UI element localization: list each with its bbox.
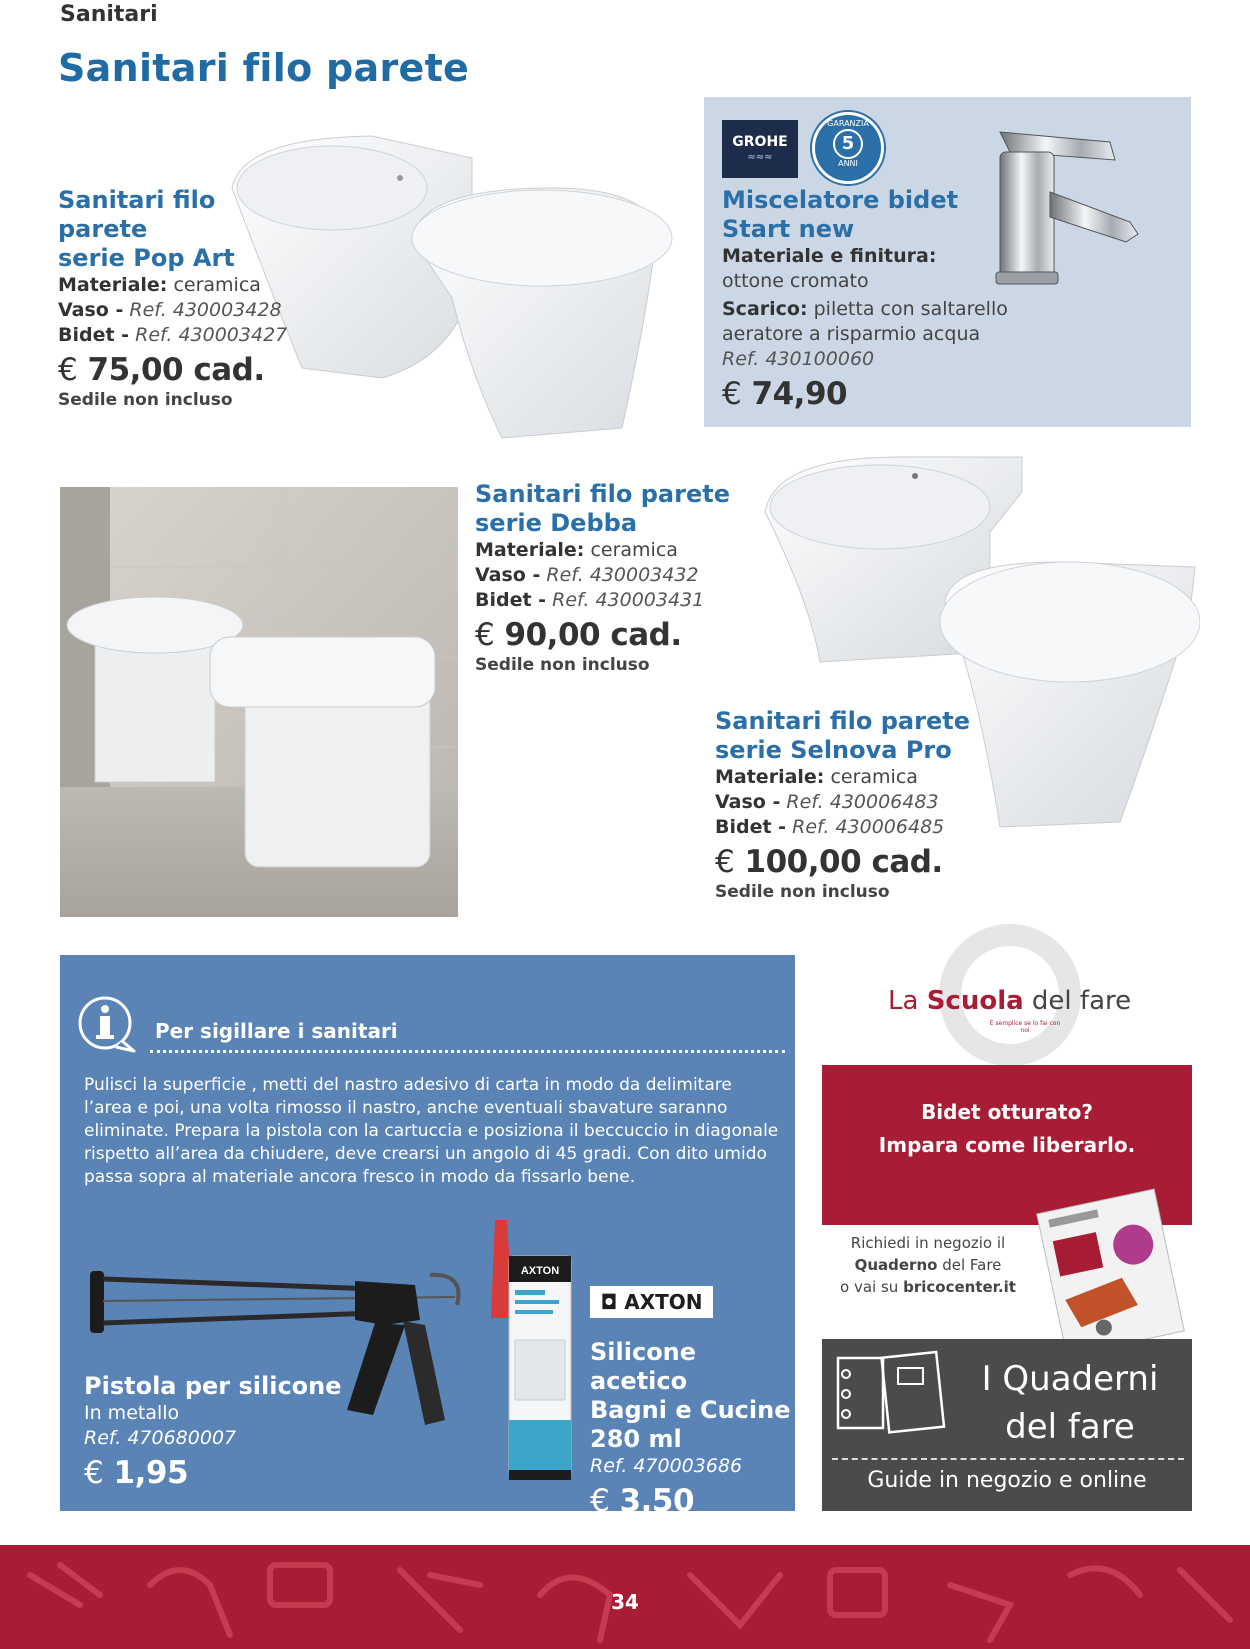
- scuola-ask-line: Quaderno del Fare: [854, 1256, 1002, 1274]
- scuola-ask-line: o vai su bricocenter.it: [840, 1278, 1016, 1296]
- selnova-price: € 100,00 cad.: [715, 844, 943, 880]
- quaderni-guide: Guide in negozio e online: [867, 1468, 1147, 1493]
- pop-art-title-line: serie Pop Art: [58, 244, 235, 272]
- pistola-info: [84, 1372, 384, 1491]
- miscelatore-info: [722, 186, 1022, 294]
- pistola-subtitle: In metallo: [84, 1402, 180, 1424]
- info-divider: [150, 1050, 785, 1053]
- debba-note: Sedile non incluso: [475, 655, 650, 675]
- scuola-ask-line: Richiedi in negozio il: [850, 1234, 1006, 1252]
- pop-art-material: Materiale: ceramica: [58, 274, 261, 296]
- scuola-headline-line: Bidet otturato?: [921, 1100, 1093, 1124]
- page-number: 34: [611, 1590, 639, 1614]
- quaderni-title-line: del fare: [1005, 1407, 1135, 1447]
- pop-art-title-line: parete: [58, 215, 148, 243]
- silicone-title-line: Silicone acetico: [590, 1338, 697, 1395]
- quaderno-booklet-image: [1030, 1180, 1195, 1355]
- selnova-title-line: serie Selnova Pro: [715, 736, 952, 764]
- pop-art-info: [58, 186, 298, 410]
- pop-art-title-line: Sanitari filo: [58, 186, 216, 214]
- quaderni-title: [952, 1355, 1188, 1451]
- grohe-logo: GROHE ≈≈≈: [722, 120, 798, 178]
- scuola-ask: [828, 1232, 1028, 1298]
- miscelatore-aeratore: aeratore a risparmio acqua: [722, 323, 981, 345]
- silicone-info: [590, 1338, 800, 1519]
- debba-vaso: Vaso - Ref. 430003432: [475, 564, 699, 586]
- silicone-price: € 3,50: [590, 1483, 695, 1519]
- silicone-tube-image: [485, 1220, 575, 1485]
- pistola-price: € 1,95: [84, 1455, 189, 1491]
- debba-title-line: Sanitari filo parete: [475, 480, 730, 508]
- quaderni-divider: [832, 1458, 1184, 1460]
- info-icon: [72, 995, 138, 1053]
- miscelatore-title-line: Miscelatore bidet: [722, 186, 959, 214]
- scuola-logo: La Scuola del fare: [888, 986, 1132, 1016]
- page-title: Sanitari filo parete: [58, 46, 470, 90]
- silicone-title-line: 280 ml: [590, 1425, 682, 1453]
- notebook-icon: [830, 1350, 950, 1450]
- selnova-bidet: Bidet - Ref. 430006485: [715, 816, 945, 838]
- pop-art-title: [58, 186, 298, 273]
- pop-art-vaso: Vaso - Ref. 430003428: [58, 299, 282, 321]
- debba-title: [475, 480, 735, 538]
- pistola-title: Pistola per silicone: [84, 1372, 342, 1400]
- miscelatore-material: Materiale e finitura:: [722, 245, 937, 267]
- miscelatore-scarico: Scarico: piletta con saltarello: [722, 298, 1008, 320]
- info-text: Pulisci la superficie , metti del nastro adesivo di carta in modo da delimitare l’area e poi, una volta rimosso il nastro, anche eventuali sbavature saranno eliminate. Prepara la pistola con la cartuccia e posiziona il beccuccio in diagonale rispetto all’area da chiudere, deve crearsi un angolo di 45 gradi. Con dito umido passa sopra al materiale ancora fresco in modo da fissarlo bene.: [84, 1075, 779, 1187]
- silicone-title-line: Bagni e Cucine: [590, 1396, 791, 1424]
- debba-material: Materiale: ceramica: [475, 539, 678, 561]
- selnova-info: [715, 707, 1015, 902]
- selnova-note: Sedile non incluso: [715, 882, 890, 902]
- selnova-material: Materiale: ceramica: [715, 766, 918, 788]
- debba-bidet: Bidet - Ref. 430003431: [475, 589, 705, 611]
- miscelatore-title: [722, 186, 1022, 244]
- debba-photo: [60, 487, 458, 917]
- miscelatore-info-2: [722, 297, 1182, 412]
- warranty-badge: GARANZIA 5 ANNI: [812, 112, 884, 184]
- pop-art-note: Sedile non incluso: [58, 390, 233, 410]
- info-title: Per sigillare i sanitari: [155, 1019, 398, 1043]
- scuola-headline-line: Impara come liberarlo.: [878, 1133, 1136, 1157]
- scuola-tagline: È semplice se lo fai con noi: [989, 1020, 1061, 1034]
- selnova-title-line: Sanitari filo parete: [715, 707, 970, 735]
- silicone-title: [590, 1338, 800, 1454]
- silicone-tube-brand: AXTON: [520, 1265, 560, 1277]
- miscelatore-material-value: ottone cromato: [722, 270, 869, 292]
- axton-logo: ◘ AXTON: [590, 1286, 713, 1318]
- miscelatore-ref: Ref. 430100060: [722, 348, 875, 370]
- silicone-ref: Ref. 470003686: [590, 1455, 743, 1477]
- pop-art-bidet: Bidet - Ref. 430003427: [58, 324, 288, 346]
- bricocenter-link[interactable]: bricocenter.it: [903, 1278, 1016, 1296]
- miscelatore-title-line: Start new: [722, 215, 855, 243]
- pop-art-price: € 75,00 cad.: [58, 352, 265, 388]
- debba-title-line: serie Debba: [475, 509, 638, 537]
- debba-price: € 90,00 cad.: [475, 617, 682, 653]
- selnova-title: [715, 707, 1015, 765]
- pistola-ref: Ref. 470680007: [84, 1427, 237, 1449]
- scuola-headline: [822, 1096, 1192, 1162]
- section-label: Sanitari: [60, 2, 158, 27]
- quaderni-title-line: I Quaderni: [981, 1359, 1159, 1399]
- debba-info: [475, 480, 735, 675]
- selnova-vaso: Vaso - Ref. 430006483: [715, 791, 939, 813]
- miscelatore-price: € 74,90: [722, 376, 848, 412]
